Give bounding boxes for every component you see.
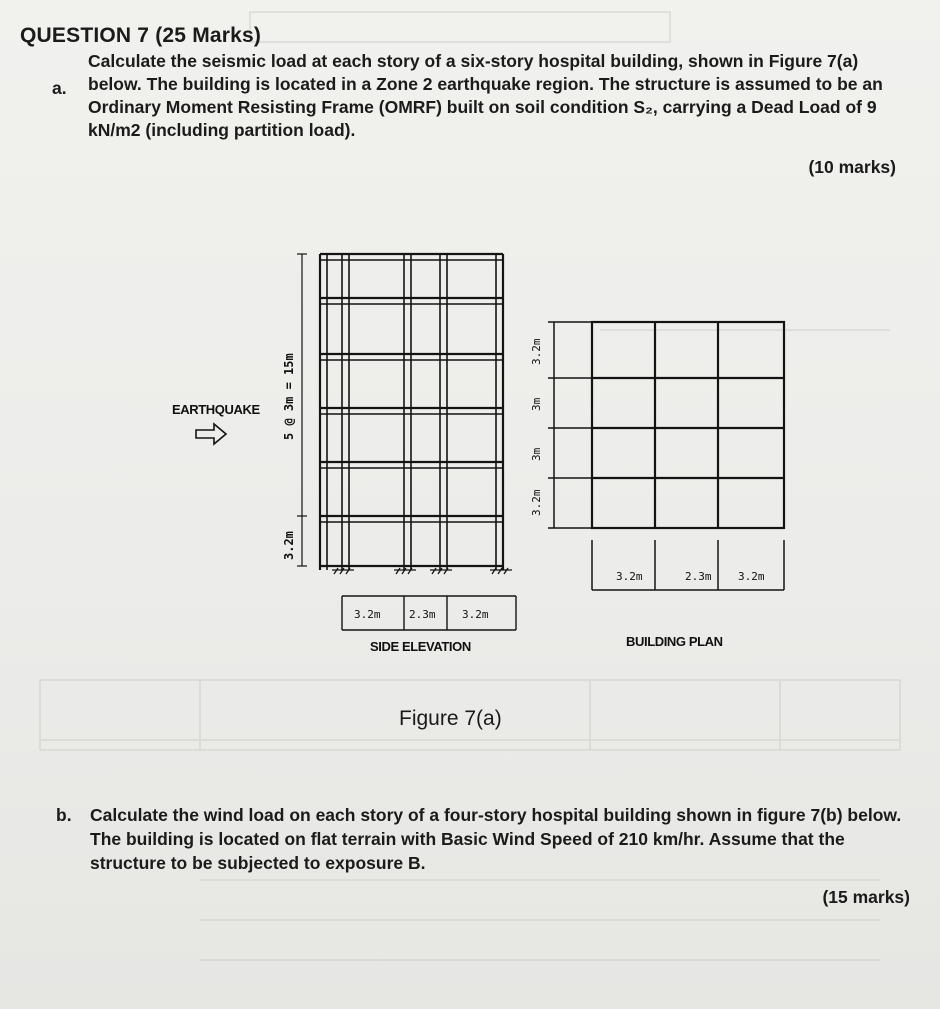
part-a-label: a.	[52, 78, 67, 98]
upper-height-label: 5 @ 3m = 15m	[282, 353, 296, 440]
plan-row-label-1: 3.2m	[530, 338, 543, 365]
earthquake-arrow-icon	[196, 424, 226, 444]
earthquake-label: EARTHQUAKE	[172, 402, 260, 417]
building-plan-title: BUILDING PLAN	[626, 634, 723, 649]
ground-height-label: 3.2m	[282, 531, 296, 560]
figure-caption: Figure 7(a)	[399, 707, 502, 730]
plan-bay-label-3: 3.2m	[738, 570, 765, 583]
plan-bay-label-1: 3.2m	[616, 570, 643, 583]
ground-hatch	[332, 568, 512, 574]
elevation-bay-label-2: 2.3m	[409, 608, 436, 621]
plan-row-label-4: 3.2m	[530, 489, 543, 516]
side-elevation-title: SIDE ELEVATION	[370, 639, 471, 654]
part-b-text: Calculate the wind load on each story of a four-story hospital building shown in figure 7(b) below. The building is located on flat terrain with Basic Wind Speed of 210 km/hr. Assume that the structure to be subjected to exposure B.	[90, 805, 902, 873]
elevation-bay-label-3: 3.2m	[462, 608, 489, 621]
part-b-label: b.	[56, 805, 72, 825]
elevation-bay-label-1: 3.2m	[354, 608, 381, 621]
part-a-marks: (10 marks)	[808, 157, 896, 177]
building-plan-grid	[548, 322, 784, 590]
plan-bay-label-2: 2.3m	[685, 570, 712, 583]
plan-row-label-3: 3m	[530, 447, 543, 461]
part-b-marks: (15 marks)	[822, 887, 910, 907]
plan-row-label-2: 3m	[530, 397, 543, 411]
question-heading: QUESTION 7 (25 Marks)	[20, 24, 262, 47]
part-a-text: Calculate the seismic load at each story of a six-story hospital building, shown in Figure 7(a) below. The building is located in a Zone 2 earthquake region. The structure is assumed to be an Ordinary Moment Resisting Frame (OMRF) built on soil condition S₂, carrying a Dead Load of 9 kN/m2 (including partition load).	[88, 51, 883, 140]
side-elevation-frame	[297, 254, 516, 630]
